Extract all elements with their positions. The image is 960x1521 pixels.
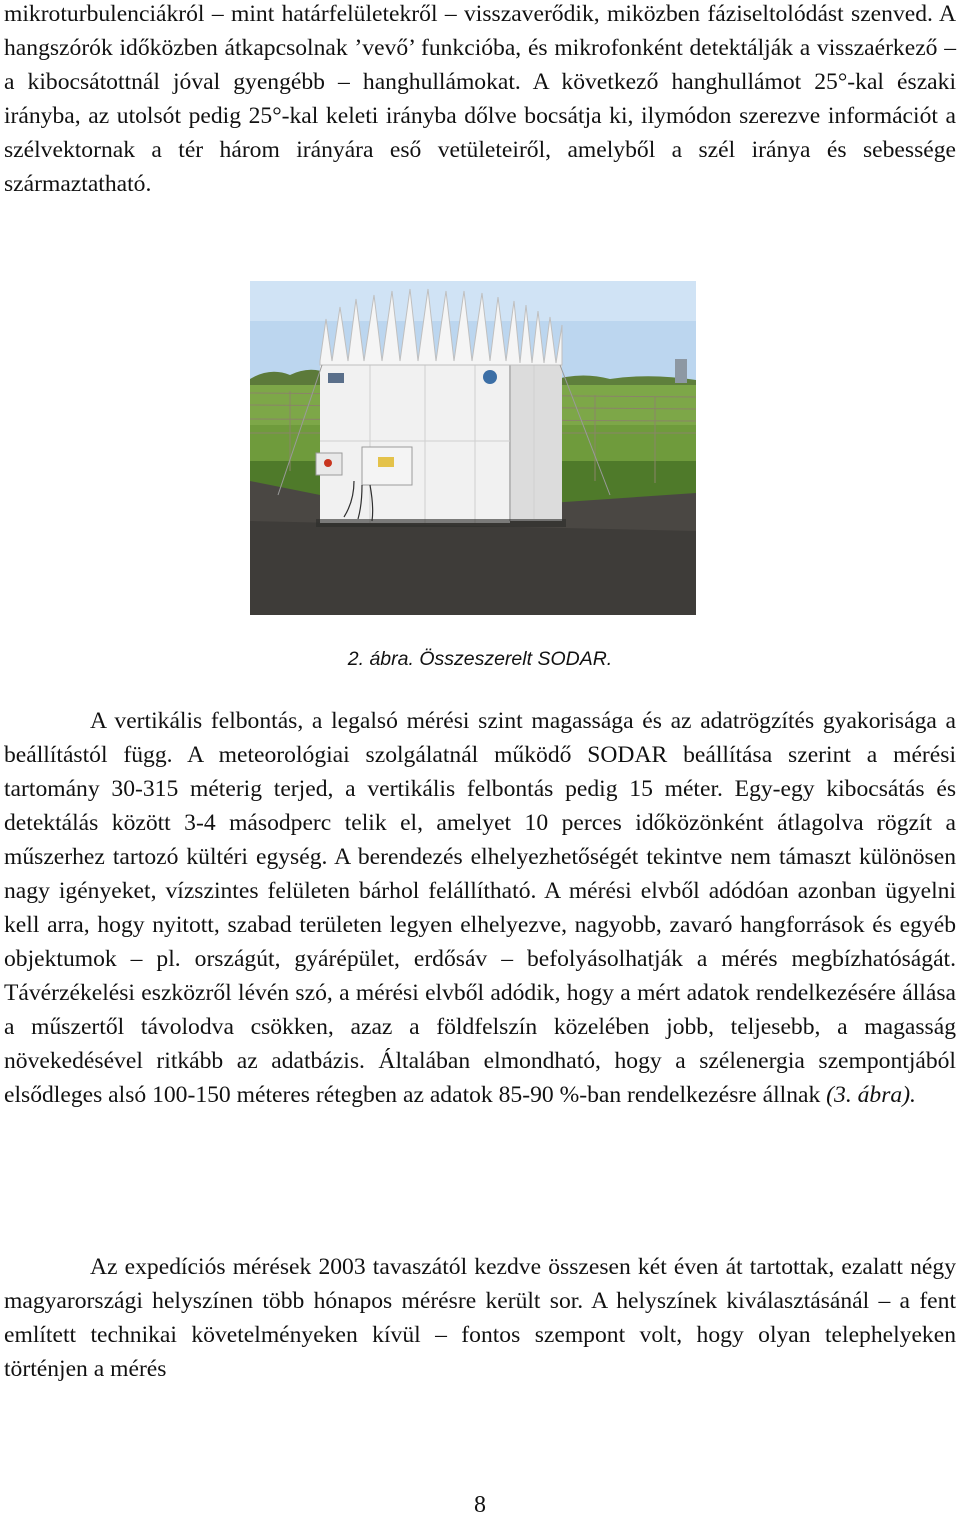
page-number: 8 [474,1492,486,1518]
sodar-photo [250,281,696,615]
figure-reference: (3. ábra). [826,1082,916,1108]
document-page [4,0,956,1521]
figure-caption: 2. ábra. Összeszerelt SODAR. [347,648,613,670]
body-paragraph-3 [4,1250,956,1386]
paragraph-2-text: A vertikális felbontás, a legalsó mérési szint magassága és az adatrögzítés gyakorisága a beállítástól függ. A meteorológiai szolgálatnál működő SODAR beállítása szerint a mérési tartomány 30-315 méterig terjed, a vertikális felbontás pedig 15 méter. Egy-egy kibocsátás és detektálás között 3-4 másodperc telik el, amelyet 10 perces időközönként átlagolva rögzít a műszerhez tartozó kültéri egység. A berendezés elhelyezhetőségét tekintve nem támaszt különösen nagy igényeket, vízszintes felületen bárhol felállítható. A mérési elvből adódóan azonban ügyelni kell arra, hogy nyitott, szabad területen legyen elhelyezve, nagyobb, zavaró hangforrások és egyéb objektumok – pl. országút, gyárépület, erdősáv – befolyásolhatják a mérés megbízhatóságát. Távérzékelési eszközről lévén szó, a mérési elvből adódik, hogy a mért adatok rendelkezésére állása a műszertől távolodva csökken, azaz a földfelszín közelében jobb, teljesebb, a magasság növekedésével ritkább az adatbázis. Általában elmondható, hogy a szélenergia szempontjából elsődleges alsó 100-150 méteres rétegben az adatok 85-90 %-ban rendelkezésre állnak [4,708,956,1108]
body-paragraph-1 [4,0,956,201]
body-paragraph-2 [4,704,956,1112]
paragraph-1-text: mikroturbulenciákról – mint határfelületekről – visszaverődik, miközben fáziseltolódást szenved. A hangszórók időközben átkapcsolnak ’vevő’ funkcióba, és mikrofonként detektálják a visszaérkező – a kibocsátottnál jóval gyengébb – hanghullámokat. A következő hanghullámot 25°-kal északi irányba, az utolsót pedig 25°-kal keleti irányba dőlve bocsátja ki, ilymódon szerezve információt a szélvektornak a tér három irányára eső vetületeiről, amelyből a szél iránya és sebessége származtatható. [4,1,956,197]
paragraph-3-text: Az expedíciós mérések 2003 tavaszától kezdve összesen két éven át tartottak, ezalatt négy magyarországi helyszínen több hónapos mérésre került sor. A helyszínek kiválasztásánál – a fent említett technikai követelményeken kívül – fontos szempont volt, hogy olyan telephelyeken történjen a mérés [4,1254,956,1382]
